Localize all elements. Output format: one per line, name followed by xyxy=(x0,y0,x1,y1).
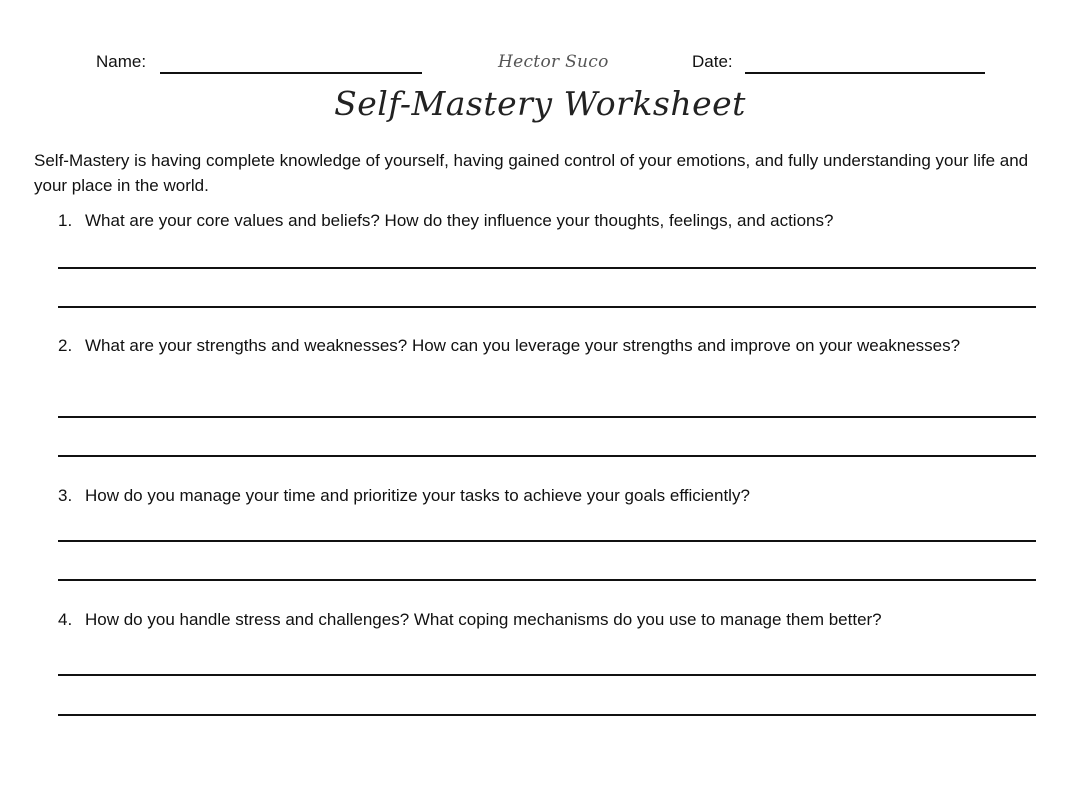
date-label: Date: xyxy=(692,52,733,71)
question-1 xyxy=(58,208,1038,233)
question-text: How do you handle stress and challenges? What coping mechanisms do you use to manage them better? xyxy=(85,610,882,629)
question-number: 4. xyxy=(58,610,73,629)
name-label: Name: xyxy=(96,52,147,71)
name-field-line[interactable] xyxy=(160,72,422,74)
question-3 xyxy=(58,483,1038,508)
answer-line-3b[interactable] xyxy=(58,579,1036,581)
answer-line-4a[interactable] xyxy=(58,674,1036,676)
page-title: Self-Mastery Worksheet xyxy=(334,84,746,123)
answer-line-2b[interactable] xyxy=(58,455,1036,457)
question-4 xyxy=(58,607,1038,632)
worksheet-header xyxy=(0,50,1080,78)
question-text: What are your core values and beliefs? How do they influence your thoughts, feelings, and actions? xyxy=(85,211,834,230)
date-field-line[interactable] xyxy=(745,72,985,74)
question-number: 1. xyxy=(58,211,73,230)
question-text: How do you manage your time and prioritize your tasks to achieve your goals efficiently? xyxy=(85,486,750,505)
question-text: What are your strengths and weaknesses? How can you leverage your strengths and improve on your weaknesses? xyxy=(85,336,961,355)
answer-line-4b[interactable] xyxy=(58,714,1036,716)
question-2 xyxy=(58,333,1038,358)
question-number: 3. xyxy=(58,486,73,505)
answer-line-3a[interactable] xyxy=(58,540,1036,542)
question-number: 2. xyxy=(58,336,73,355)
answer-line-1a[interactable] xyxy=(58,267,1036,269)
answer-line-2a[interactable] xyxy=(58,416,1036,418)
answer-line-1b[interactable] xyxy=(58,306,1036,308)
author-name: Hector Suco xyxy=(498,52,609,72)
intro-paragraph: Self-Mastery is having complete knowledge of yourself, having gained control of your emotions, and fully understanding your life and your place in the world. xyxy=(34,151,1029,195)
